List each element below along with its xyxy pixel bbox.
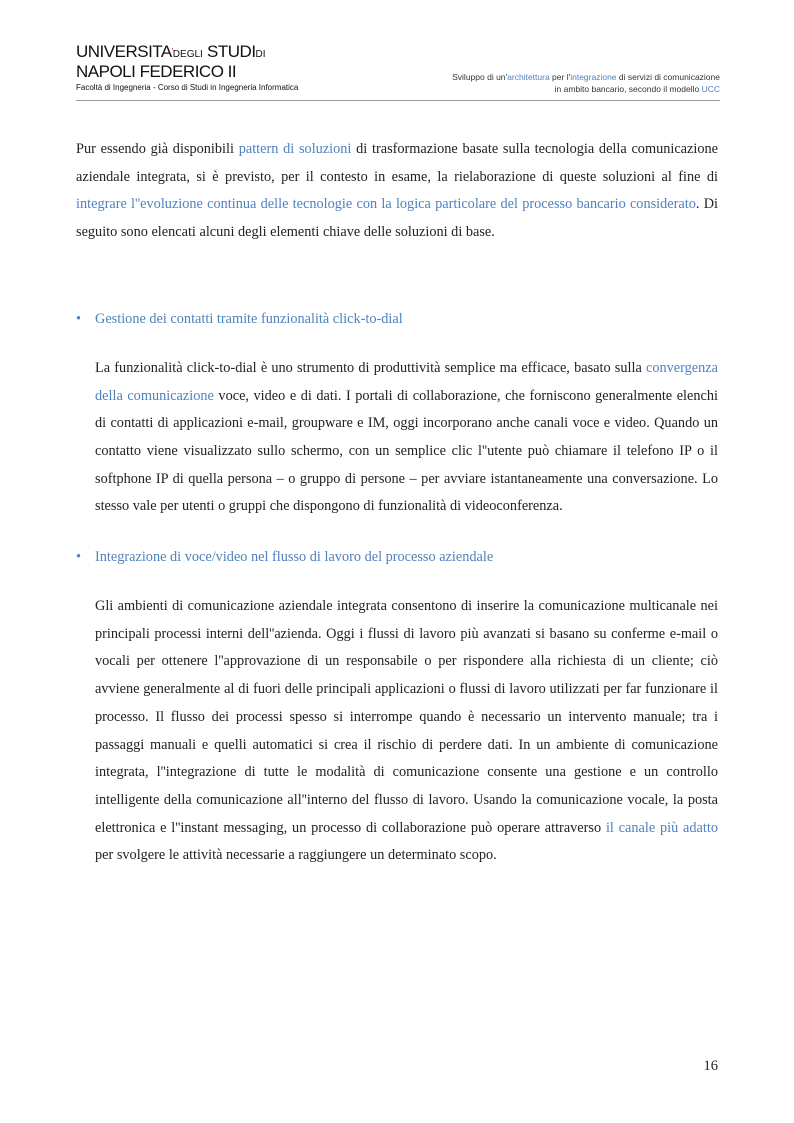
logo-line-1 [76, 44, 336, 63]
faculty-line: Facoltà di Ingegneria - Corso di Studi in Ingegneria Informatica [76, 83, 299, 92]
subtitle-link-integrazione: integrazione [570, 72, 617, 82]
page-number: 16 [703, 1058, 718, 1074]
text-run: . Di seguito sono elencati alcuni degli elementi chiave delle soluzioni di base. [76, 196, 718, 241]
logo-line-2: NAPOLI FEDERICO II [76, 62, 237, 81]
subtitle-seg: di servizi di comunicazione [616, 72, 720, 82]
subtitle-link-architettura: architettura [507, 72, 550, 82]
section-title: Gestione dei contatti tramite funzionalità click-to-dial [95, 310, 403, 327]
page-header [76, 44, 720, 102]
section-paragraph-click-to-dial [76, 355, 718, 521]
text-run: voce, video e di dati. I portali di collaborazione, che forniscono generalmente elenchi di contatti di applicazioni e-mail, groupware e IM, oggi incorporano anche canali voce e video. Quando un contatto viene visualizzato sullo schermo, con un semplice clic l''utente può chiamare il telefono IP o il softphone IP di quella persona – o gruppo di persone – per avviare istantaneamente una conversazione. Lo stesso vale per utenti o gruppi che dispongono di funzionalità di videoconferenza. [95, 387, 718, 515]
subtitle-line-2 [452, 83, 720, 95]
highlight-pattern-di-soluzioni: pattern di soluzioni [238, 141, 352, 157]
document-subtitle [452, 71, 720, 95]
subtitle-line-1 [452, 71, 720, 83]
page-body [76, 136, 718, 870]
section-paragraph-integrazione [76, 593, 718, 870]
highlight-convergenza: convergenza della comunicazione [95, 359, 718, 404]
university-logo [76, 44, 336, 93]
subtitle-seg: in ambito bancario, secondo il modello [554, 84, 702, 94]
highlight-canale: il canale più adatto [605, 819, 718, 836]
logo-text-universita: UNIVERSITA [76, 42, 172, 61]
subtitle-seg: Sviluppo di un' [452, 72, 508, 82]
text-run: La funzionalità click-to-dial è uno strumento di produttività semplice ma efficace, basato sulla [95, 359, 647, 376]
logo-text-degli: DEGLI [172, 49, 203, 60]
bullet-icon: • [76, 310, 82, 327]
logo-text-studi: STUDI [207, 42, 256, 61]
logo-mark: ' [171, 47, 173, 56]
highlight-integrare: integrare l''evoluzione continua delle tecnologie con la logica particolare del processo bancario considerato [76, 196, 696, 213]
text-run: Gli ambienti di comunicazione aziendale integrata consentono di inserire la comunicazione multicanale nei principali processi interni dell''azienda. Oggi i flussi di lavoro più avanzati si basano su conferme e-mail o vocali per ottenere l''approvazione di un responsabile o per rispondere alla richiesta di un cliente; ciò avviene generalmente al di fuori delle principali applicazioni o flussi di lavoro utilizzati per far funzionare il processo. Il flusso dei processi spesso si interrompe quando è necessario un intervento manuale; tra i passaggi manuali e quelli automatici si crea il rischio di perdere dati. In un ambiente di comunicazione integrata, l''integrazione di tutte le modalità di comunicazione consente una gestione e un controllo intelligente della comunicazione all''interno del flusso di lavoro. Usando la comunicazione vocale, la posta elettronica e l''instant messaging, un processo di collaborazione può operare attraverso [95, 598, 718, 836]
intro-paragraph [76, 136, 718, 247]
subtitle-link-ucc: UCC [701, 84, 720, 94]
text-run: di trasformazione basate sulla tecnologia della comunicazione aziendale integrata, si è previsto, per il contesto in esame, la rielaborazione di queste soluzioni al fine di [76, 141, 718, 185]
bullet-icon: • [76, 549, 82, 566]
text-run: Pur essendo già disponibili [76, 141, 239, 157]
section-heading-integrazione [76, 547, 718, 567]
header-divider [76, 100, 720, 101]
text-run: per svolgere le attività necessarie a raggiungere un determinato scopo. [95, 847, 497, 864]
subtitle-seg: per l' [549, 72, 571, 82]
logo-text-di: DI [255, 49, 266, 60]
section-title: Integrazione di voce/video nel flusso di lavoro del processo aziendale [95, 549, 494, 566]
section-heading-click-to-dial [76, 309, 718, 329]
